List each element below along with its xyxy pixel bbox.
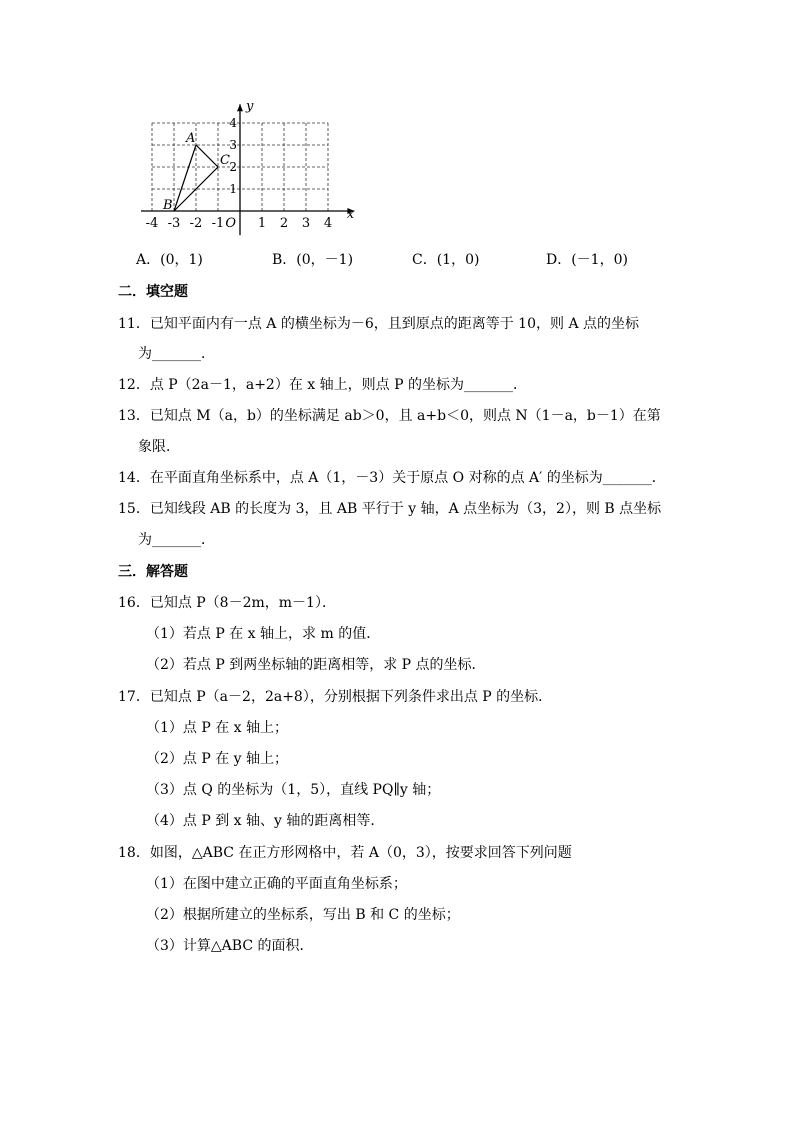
option-a[interactable]: A．(0，1)	[136, 252, 203, 268]
question-11-line2: 为_______．	[138, 346, 215, 362]
x-tick-label: -2	[189, 216, 203, 231]
y-axis-label: y	[246, 98, 254, 114]
option-d[interactable]: D．(－1，0)	[546, 252, 628, 268]
question-17-stem: 17．已知点 P（a－2，2a+8），分别根据下列条件求出点 P 的坐标．	[118, 689, 553, 705]
question-14: 14．在平面直角坐标系中，点 A（1，－3）关于原点 O 对称的点 A′ 的坐标为_______．	[118, 470, 666, 486]
question-16-part2: （2）若点 P 到两坐标轴的距离相等，求 P 点的坐标．	[146, 657, 486, 673]
x-tick-label: 2	[279, 216, 289, 231]
x-tick-label: 4	[323, 216, 333, 231]
question-18-stem: 18．如图，△ABC 在正方形网格中，若 A（0，3），按要求回答下列问题	[118, 845, 572, 861]
x-tick-label: 3	[301, 216, 311, 231]
x-tick-label: -3	[167, 216, 181, 231]
question-16-stem: 16．已知点 P（8－2m，m－1）．	[118, 595, 336, 611]
y-tick-label: 3	[229, 138, 237, 152]
question-15-line1: 15．已知线段 AB 的长度为 3，且 AB 平行于 y 轴，A 点坐标为（3，2），则 B 点坐标	[118, 501, 662, 517]
x-tick-label: -1	[211, 216, 225, 231]
x-tick-label: 1	[257, 216, 267, 231]
question-11-line1: 11．已知平面内有一点 A 的横坐标为－6，且到原点的距离等于 10，则 A 点的坐标	[118, 316, 640, 332]
question-17-part2: （2）点 P 在 y 轴上；	[146, 751, 289, 767]
question-15-line2: 为_______．	[138, 532, 215, 548]
question-13-line2: 象限．	[138, 439, 180, 455]
question-17-part1: （1）点 P 在 x 轴上；	[146, 720, 289, 736]
coordinate-grid-figure	[130, 98, 360, 238]
origin-label: O	[225, 216, 236, 231]
question-18-part2: （2）根据所建立的坐标系，写出 B 和 C 的坐标；	[146, 907, 460, 923]
option-b[interactable]: B．(0，－1)	[272, 252, 354, 268]
question-17-part4: （4）点 P 到 x 轴、y 轴的距离相等．	[146, 813, 385, 829]
y-tick-label: 2	[229, 160, 237, 174]
section-heading-solutions: 三．解答题	[118, 564, 188, 580]
x-axis-label: x	[346, 207, 355, 222]
question-18-part3: （3）计算△ABC 的面积．	[146, 938, 314, 954]
section-heading-fill-in: 二．填空题	[118, 284, 188, 300]
point-label-b: B	[163, 198, 173, 213]
option-c[interactable]: C．(1，0)	[412, 252, 480, 268]
y-axis-arrow	[237, 104, 243, 111]
answer-options	[136, 249, 696, 269]
y-tick-label: 4	[229, 116, 237, 130]
point-label-a: A	[186, 131, 196, 146]
question-17-part3: （3）点 Q 的坐标为（1，5），直线 PQ∥y 轴；	[146, 782, 441, 798]
point-label-c: C	[220, 153, 230, 168]
question-18-part1: （1）在图中建立正确的平面直角坐标系；	[146, 876, 407, 892]
x-tick-label: -4	[145, 216, 159, 231]
question-12: 12．点 P（2a－1，a+2）在 x 轴上，则点 P 的坐标为_______．	[118, 377, 527, 393]
question-13-line1: 13．已知点 M（a，b）的坐标满足 ab＞0，且 a+b＜0，则点 N（1－a，b－1）在第	[118, 408, 661, 424]
question-16-part1: （1）若点 P 在 x 轴上，求 m 的值．	[146, 626, 381, 642]
y-tick-label: 1	[229, 182, 237, 196]
